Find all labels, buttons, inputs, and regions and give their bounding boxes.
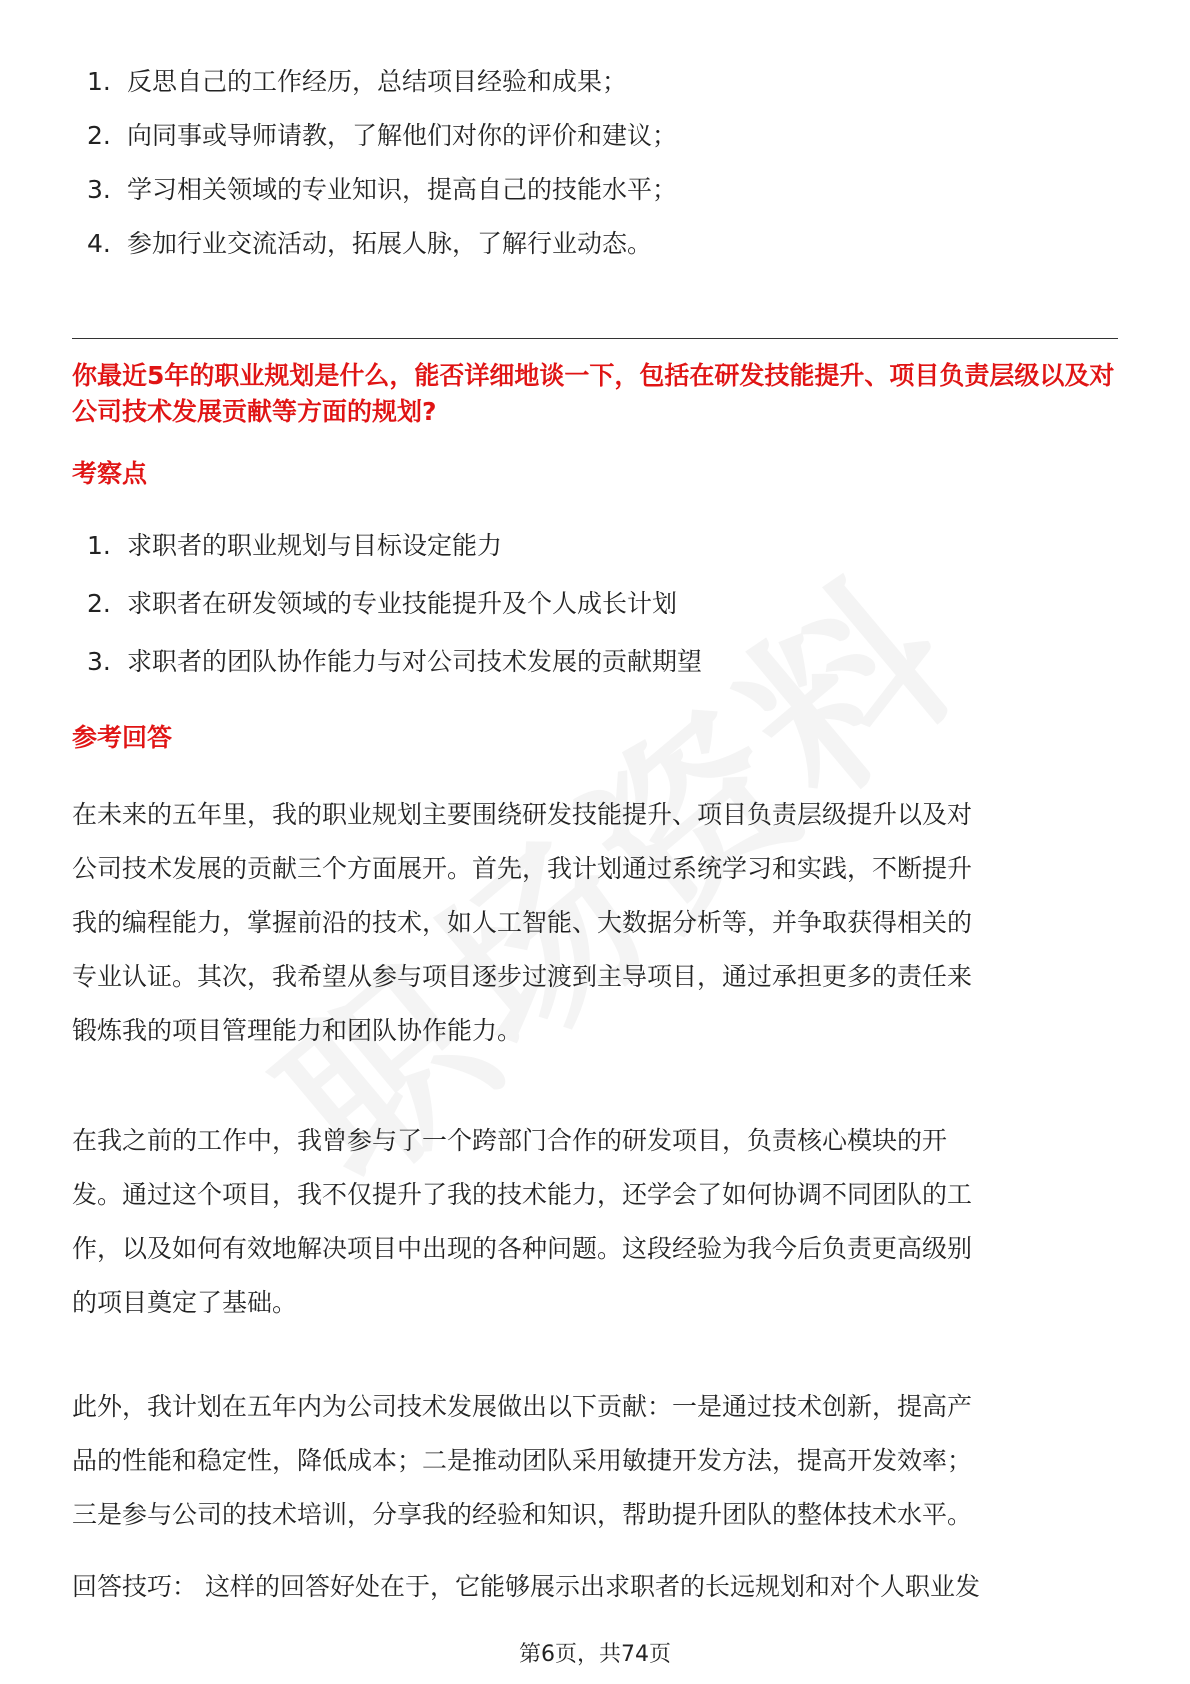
list-text: 参加行业交流活动，拓展人脉，了解行业动态。 <box>127 229 653 258</box>
list-number: 4. <box>87 229 111 258</box>
text-line: 作，以及如何有效地解决项目中出现的各种问题。这段经验为我今后负责更高级别 <box>72 1234 973 1263</box>
text-line: 的项目奠定了基础。 <box>72 1288 298 1317</box>
text-line: 此外，我计划在五年内为公司技术发展做出以下贡献：一是通过技术创新，提高产 <box>72 1392 973 1421</box>
list-number: 1. <box>87 67 111 96</box>
list-text: 反思自己的工作经历，总结项目经验和成果； <box>127 67 628 96</box>
text-line: 我的编程能力，掌握前沿的技术，如人工智能、大数据分析等，并争取获得相关的 <box>72 908 973 937</box>
answer-paragraph <box>72 788 1122 1058</box>
text-line: 公司技术发展的贡献三个方面展开。首先，我计划通过系统学习和实践，不断提升 <box>72 854 973 883</box>
list-number: 2. <box>87 121 111 150</box>
text-line: 专业认证。其次，我希望从参与项目逐步过渡到主导项目，通过承担更多的责任来 <box>72 962 973 991</box>
reflection-list <box>87 64 677 280</box>
reference-answer-heading: 参考回答 <box>72 723 173 752</box>
text-line: 在未来的五年里，我的职业规划主要围绕研发技能提升、项目负责层级提升以及对 <box>72 800 973 829</box>
list-item <box>87 64 677 100</box>
text-line: 在我之前的工作中，我曾参与了一个跨部门合作的研发项目，负责核心模块的开 <box>72 1126 948 1155</box>
text-line: 回答技巧： 这样的回答好处在于，它能够展示出求职者的长远规划和对个人职业发 <box>72 1572 980 1601</box>
answer-paragraph <box>72 1114 1122 1330</box>
list-item <box>87 644 702 680</box>
list-item <box>87 528 702 564</box>
list-item <box>87 118 677 154</box>
list-number: 2. <box>87 589 111 618</box>
text-line: 锻炼我的项目管理能力和团队协作能力。 <box>72 1016 523 1045</box>
assessment-points-heading: 考察点 <box>72 459 148 488</box>
section-divider <box>72 338 1118 339</box>
list-text: 求职者的团队协作能力与对公司技术发展的贡献期望 <box>127 647 703 676</box>
answer-tips-paragraph <box>72 1560 1122 1614</box>
page-number: 第6页，共74页 <box>519 1642 671 1667</box>
list-text: 学习相关领域的专业知识，提高自己的技能水平； <box>127 175 678 204</box>
list-number: 3. <box>87 175 111 204</box>
list-text: 求职者的职业规划与目标设定能力 <box>127 531 503 560</box>
answer-paragraph <box>72 1380 1122 1542</box>
list-text: 求职者在研发领域的专业技能提升及个人成长计划 <box>127 589 678 618</box>
text-line: 品的性能和稳定性，降低成本；二是推动团队采用敏捷开发方法，提高开发效率； <box>72 1446 973 1475</box>
list-item <box>87 586 702 622</box>
interview-question: 你最近5年的职业规划是什么，能否详细地谈一下，包括在研发技能提升、项目负责层级以及对公司技术发展贡献等方面的规划? <box>72 361 1115 426</box>
list-item <box>87 172 677 208</box>
assessment-points-list <box>87 528 702 702</box>
list-text: 向同事或导师请教，了解他们对你的评价和建议； <box>127 121 678 150</box>
text-line: 发。通过这个项目，我不仅提升了我的技术能力，还学会了如何协调不同团队的工 <box>72 1180 973 1209</box>
text-line: 三是参与公司的技术培训，分享我的经验和知识，帮助提升团队的整体技术水平。 <box>72 1500 973 1529</box>
list-item <box>87 226 677 262</box>
list-number: 3. <box>87 647 111 676</box>
list-number: 1. <box>87 531 111 560</box>
